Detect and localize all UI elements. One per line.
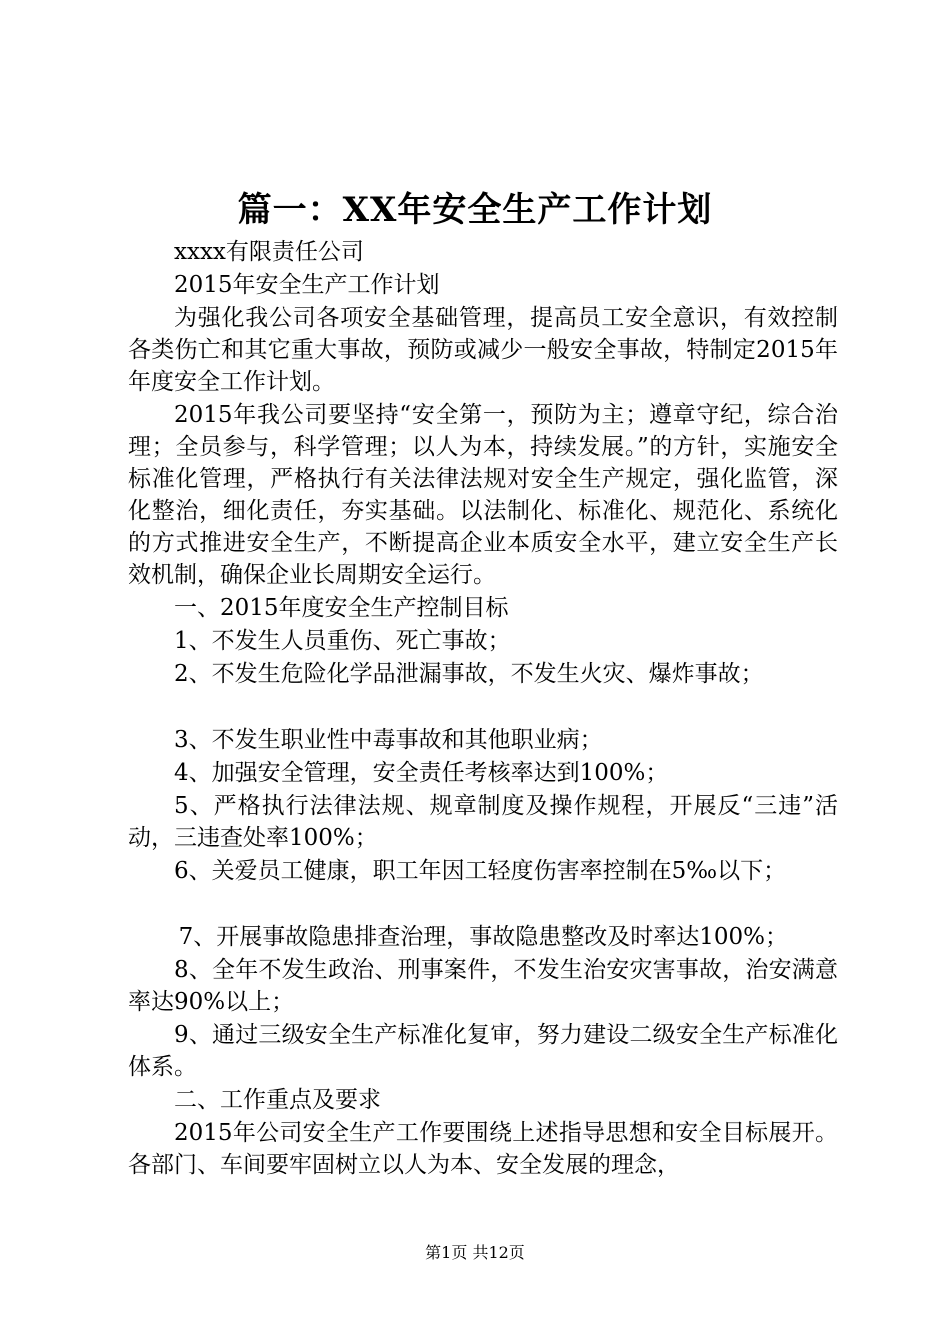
list-item-target-7: 7、开展事故隐患排查治理，事故隐患整改及时率达100%； <box>178 924 788 950</box>
paragraph-company: xxxx有限责任公司 <box>174 239 364 265</box>
section-heading-targets: 一、2015年度安全生产控制目标 <box>174 595 509 621</box>
list-item-target-6: 6、关爱员工健康，职工年因工轻度伤害率控制在5‰以下； <box>174 858 787 884</box>
paragraph-intro: 为强化我公司各项安全基础管理，提高员工安全意识，有效控制各类伤亡和其它重大事故，预防或减少一般安全事故，特制定2015年年度安全工作计划。 <box>128 305 838 395</box>
document-title: 篇一：XX年安全生产工作计划 <box>237 190 713 230</box>
list-item-target-4: 4、加强安全管理，安全责任考核率达到100%； <box>174 760 669 786</box>
list-item-target-5: 5、严格执行法律法规、规章制度及操作规程，开展反“三违”活动，三违查处率100%； <box>128 793 838 851</box>
section-heading-priorities: 二、工作重点及要求 <box>174 1087 381 1113</box>
page-footer: 第1页 共12页 <box>425 1243 525 1262</box>
list-item-target-1: 1、不发生人员重伤、死亡事故； <box>174 628 511 654</box>
list-item-target-2: 2、不发生危险化学品泄漏事故，不发生火灾、爆炸事故； <box>174 661 764 687</box>
document-body <box>128 236 838 1182</box>
paragraph-policy: 2015年我公司要坚持“安全第一，预防为主；遵章守纪，综合治理；全员参与，科学管理；以人为本，持续发展。”的方针，实施安全标准化管理，严格执行有关法律法规对安全生产规定，强化监管，深化整治，细化责任，夯实基础。以法制化、标准化、规范化、系统化的方式推进安全生产，不断提高企业本质安全水平，建立安全生产长效机制，确保企业长周期安全运行。 <box>128 402 838 588</box>
paragraph-priorities: 2015年公司安全生产工作要围绕上述指导思想和安全目标展开。各部门、车间要牢固树立以人为本、安全发展的理念， <box>128 1120 838 1178</box>
paragraph-plan-name: 2015年安全生产工作计划 <box>174 272 440 298</box>
blank-line <box>128 691 838 723</box>
list-item-target-8: 8、全年不发生政治、刑事案件，不发生治安灾害事故，治安满意率达90%以上； <box>128 957 838 1015</box>
list-item-target-3: 3、不发生职业性中毒事故和其他职业病； <box>174 727 603 753</box>
blank-line <box>128 888 838 920</box>
list-item-target-9: 9、通过三级安全生产标准化复审，努力建设二级安全生产标准化体系。 <box>128 1022 838 1080</box>
